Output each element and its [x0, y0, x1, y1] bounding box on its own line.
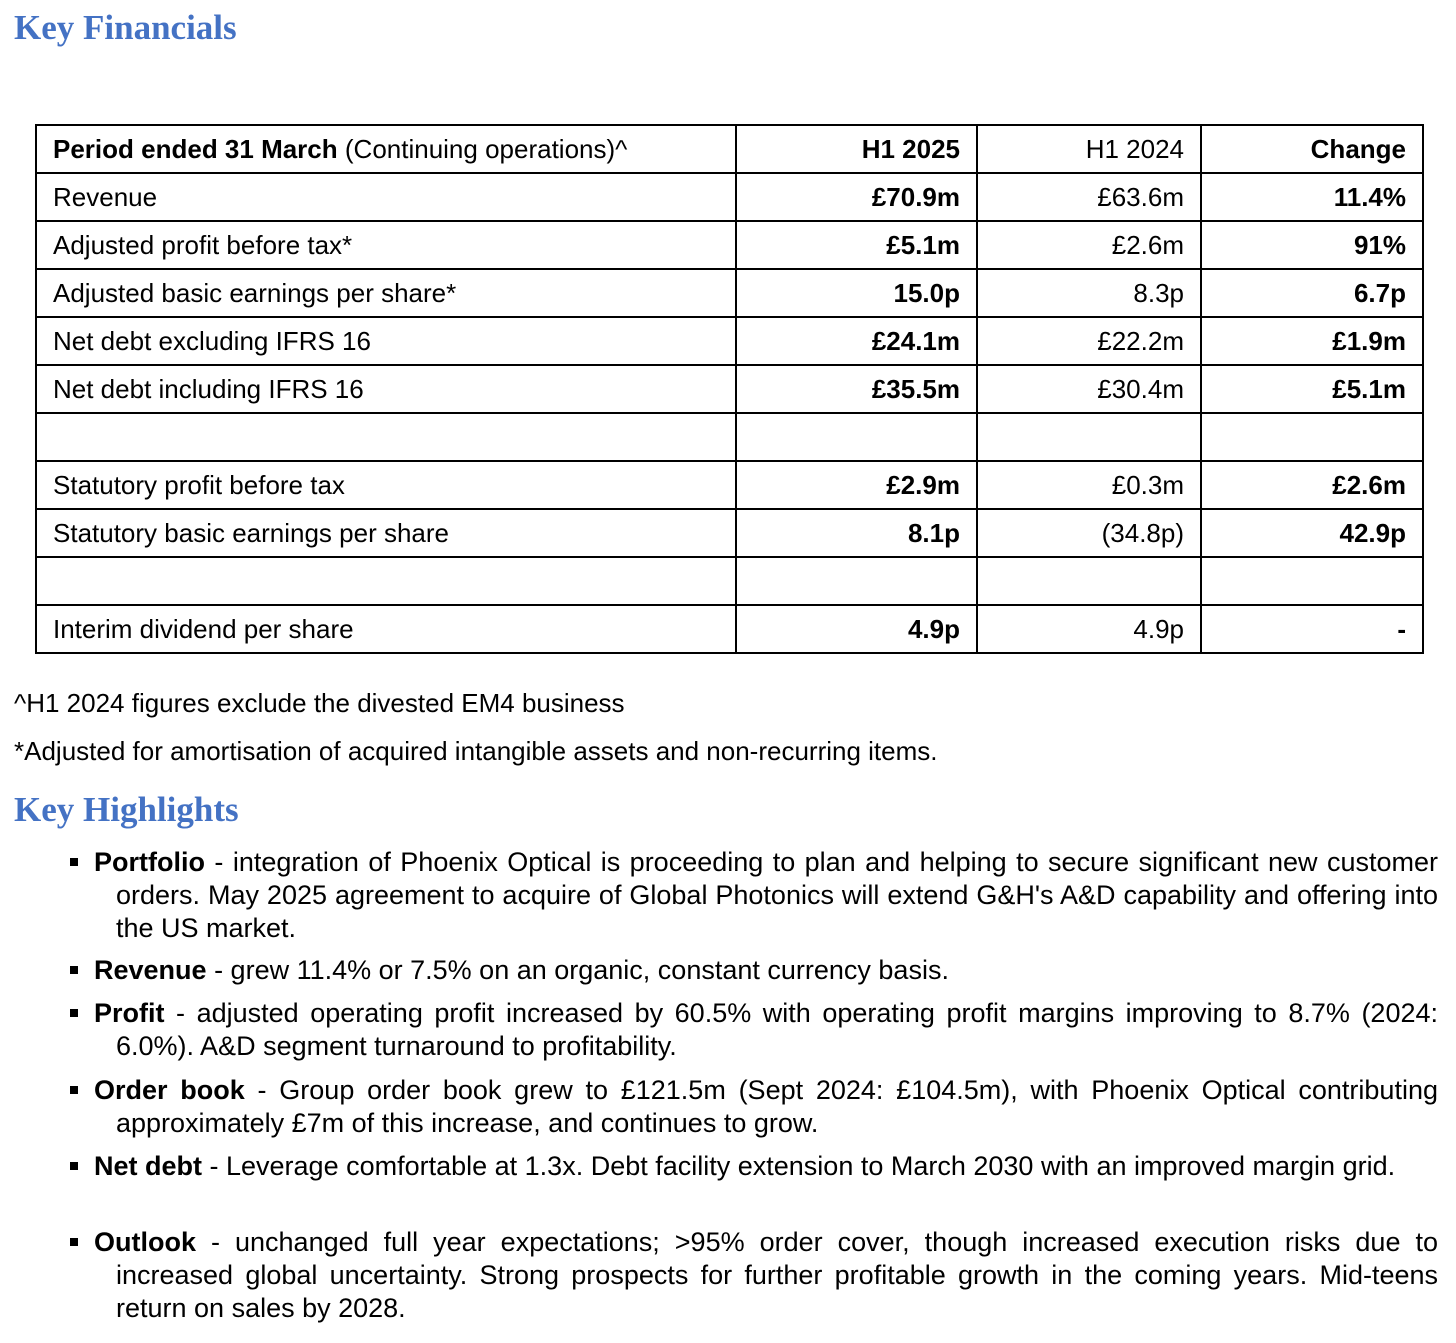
table-row [36, 461, 1423, 509]
highlight-text: - unchanged full year expectations; >95% order cover, though increased execution risks due to increased global uncertainty. Strong prospects for further profitable growth in the coming years. Mid-teens return on sales by 2028. [116, 1227, 1438, 1323]
row-label: Interim dividend per share [36, 605, 736, 653]
cell-h1-2025: 15.0p [736, 269, 977, 317]
key-financials-table [35, 124, 1424, 654]
cell-change: £2.6m [1201, 461, 1423, 509]
heading-key-highlights: Key Highlights [14, 790, 239, 829]
highlight-title: Revenue [94, 955, 207, 985]
cell-h1-2025: £35.5m [736, 365, 977, 413]
cell-h1-2025: 8.1p [736, 509, 977, 557]
highlight-item [94, 1074, 1438, 1140]
highlight-title: Net debt [94, 1151, 202, 1181]
bullet-square-icon [70, 1162, 78, 1170]
cell-h1-2024: 8.3p [977, 269, 1201, 317]
highlight-text: - adjusted operating profit increased by 60.5% with operating profit margins improving to 8.7% (2024: 6.0%). A&D segment turnaround to profitability. [116, 998, 1438, 1061]
table-row [36, 605, 1423, 653]
cell-h1-2024: 4.9p [977, 605, 1201, 653]
cell-h1-2025: £24.1m [736, 317, 977, 365]
row-label [36, 413, 736, 461]
cell-h1-2025: £5.1m [736, 221, 977, 269]
table-row [36, 269, 1423, 317]
cell-change: - [1201, 605, 1423, 653]
cell-h1-2025 [736, 413, 977, 461]
header-h1-2025: H1 2025 [736, 125, 977, 173]
table-row [36, 221, 1423, 269]
row-label: Revenue [36, 173, 736, 221]
table-row [36, 317, 1423, 365]
highlight-item [94, 997, 1438, 1063]
table-row [36, 173, 1423, 221]
highlight-text: - grew 11.4% or 7.5% on an organic, constant currency basis. [206, 955, 949, 985]
row-label: Adjusted basic earnings per share* [36, 269, 736, 317]
header-period-bold: Period ended 31 March [53, 133, 338, 164]
cell-h1-2024: £2.6m [977, 221, 1201, 269]
cell-change: 42.9p [1201, 509, 1423, 557]
highlight-title: Order book [94, 1075, 245, 1105]
bullet-square-icon [70, 858, 78, 866]
cell-h1-2024: (34.8p) [977, 509, 1201, 557]
bullet-square-icon [70, 1086, 78, 1094]
cell-h1-2025: £2.9m [736, 461, 977, 509]
cell-h1-2024: £22.2m [977, 317, 1201, 365]
cell-h1-2025: £70.9m [736, 173, 977, 221]
highlight-title: Profit [94, 998, 165, 1028]
cell-h1-2025 [736, 557, 977, 605]
row-label: Net debt excluding IFRS 16 [36, 317, 736, 365]
cell-change: £5.1m [1201, 365, 1423, 413]
cell-change: 11.4% [1201, 173, 1423, 221]
bullet-square-icon [70, 1238, 78, 1246]
highlight-text: - Group order book grew to £121.5m (Sept 2024: £104.5m), with Phoenix Optical contributing approximately £7m of this increase, and continues to grow. [116, 1075, 1438, 1138]
row-label: Net debt including IFRS 16 [36, 365, 736, 413]
cell-h1-2024 [977, 557, 1201, 605]
header-period [36, 125, 736, 173]
cell-h1-2025: 4.9p [736, 605, 977, 653]
row-label: Statutory basic earnings per share [36, 509, 736, 557]
table-row [36, 365, 1423, 413]
bullet-square-icon [70, 1009, 78, 1017]
header-h1-2024: H1 2024 [977, 125, 1201, 173]
table-row [36, 413, 1423, 461]
header-period-rest: (Continuing operations)^ [337, 133, 628, 164]
table-row [36, 509, 1423, 557]
cell-h1-2024: £63.6m [977, 173, 1201, 221]
header-change: Change [1201, 125, 1423, 173]
row-label [36, 557, 736, 605]
highlight-item [94, 1150, 1438, 1183]
cell-change: 6.7p [1201, 269, 1423, 317]
bullet-square-icon [70, 966, 78, 974]
row-label: Statutory profit before tax [36, 461, 736, 509]
highlight-text: - integration of Phoenix Optical is proceeding to plan and helping to secure significant new customer orders. May 2025 agreement to acquire of Global Photonics will extend G&H's A&D capability and offering into the US market. [116, 847, 1438, 943]
highlight-text: - Leverage comfortable at 1.3x. Debt facility extension to March 2030 with an improved margin grid. [202, 1151, 1396, 1181]
footnote-caret: ^H1 2024 figures exclude the divested EM4 business [14, 688, 625, 718]
row-label: Adjusted profit before tax* [36, 221, 736, 269]
highlight-title: Portfolio [94, 847, 205, 877]
heading-key-financials: Key Financials [14, 8, 237, 47]
highlight-item [94, 846, 1438, 945]
cell-change: £1.9m [1201, 317, 1423, 365]
cell-h1-2024: £0.3m [977, 461, 1201, 509]
highlight-item [94, 1226, 1438, 1325]
footnote-asterisk: *Adjusted for amortisation of acquired intangible assets and non-recurring items. [14, 736, 938, 766]
table-row [36, 557, 1423, 605]
table-header-row [36, 125, 1423, 173]
cell-h1-2024 [977, 413, 1201, 461]
cell-change: 91% [1201, 221, 1423, 269]
cell-h1-2024: £30.4m [977, 365, 1201, 413]
cell-change [1201, 557, 1423, 605]
highlight-item [94, 954, 1438, 987]
highlight-title: Outlook [94, 1227, 196, 1257]
cell-change [1201, 413, 1423, 461]
